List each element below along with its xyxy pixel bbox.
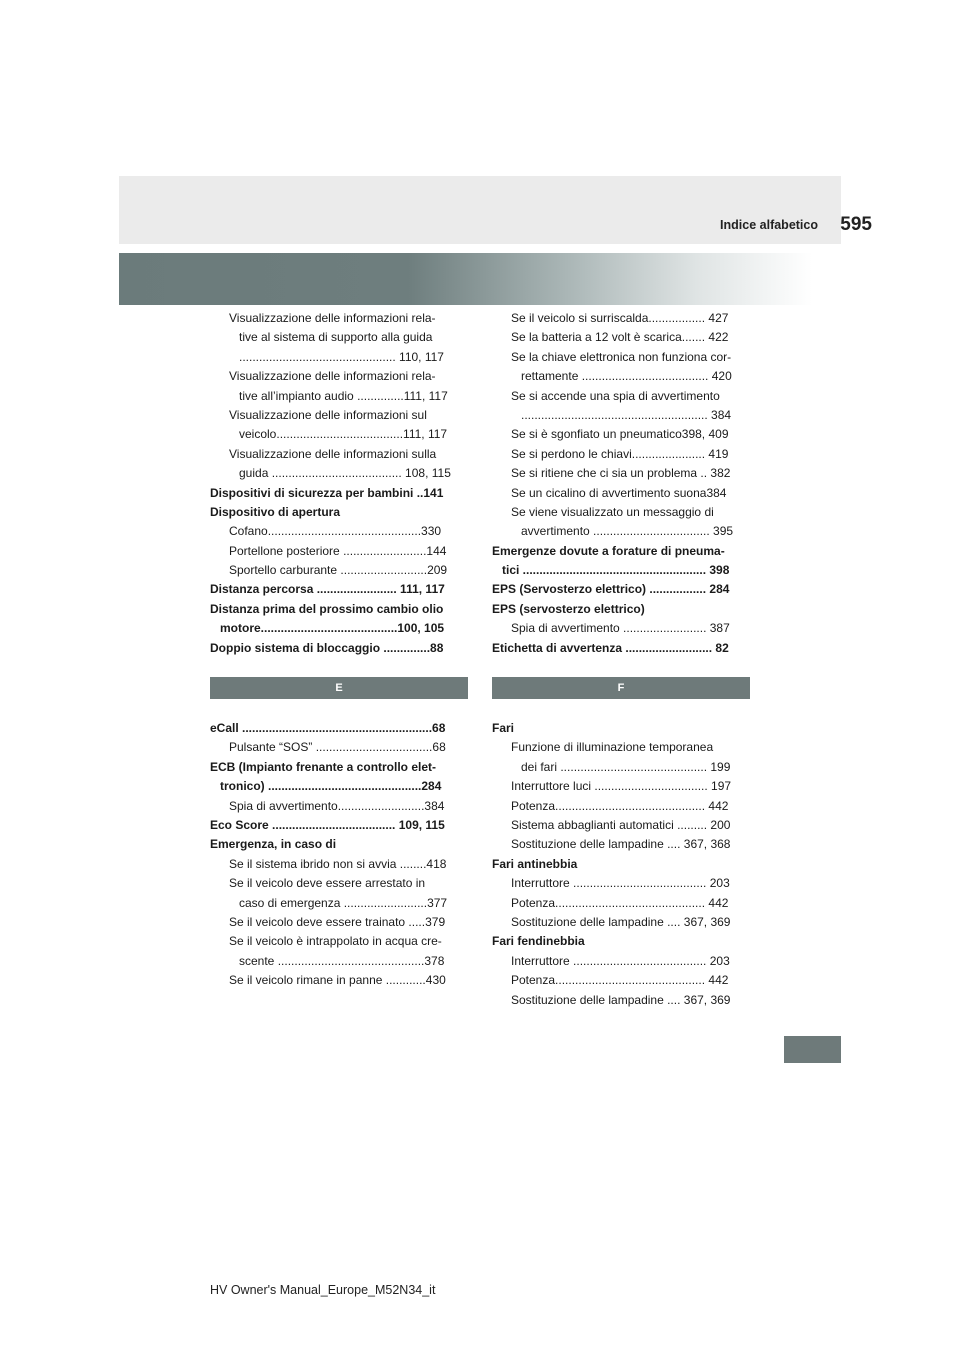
index-entry: Se il veicolo deve essere arrestato in bbox=[229, 876, 426, 891]
index-entry: Se si accende una spia di avvertimento bbox=[511, 388, 720, 403]
index-entry: Se si perdono le chiavi...................... 419 bbox=[511, 446, 729, 461]
index-entry: Se la batteria a 12 volt è scarica....... 422 bbox=[511, 330, 729, 345]
index-heading: eCall .........................................................68 bbox=[210, 721, 446, 736]
index-entry: Potenza............................................. 442 bbox=[511, 895, 729, 910]
index-entry: Interruttore ........................................ 203 bbox=[511, 953, 730, 968]
index-entry: Se il veicolo è intrappolato in acqua cre- bbox=[229, 934, 442, 949]
index-entry: Sostituzione delle lampadine .... 367, 368 bbox=[511, 837, 731, 852]
index-entry: Se il sistema ibrido non si avvia ........418 bbox=[229, 856, 447, 871]
header-box bbox=[119, 176, 841, 244]
index-entry: dei fari ............................................ 199 bbox=[521, 759, 731, 774]
index-column-right bbox=[492, 309, 750, 1010]
index-heading: Fari bbox=[492, 721, 515, 736]
index-heading: tronico) ..............................................284 bbox=[220, 779, 442, 794]
footer-manual-id: HV Owner's Manual_Europe_M52N34_it bbox=[210, 1283, 436, 1297]
index-heading: ECB (Impianto frenante a controllo elet- bbox=[210, 759, 437, 774]
index-entry: Sostituzione delle lampadine .... 367, 369 bbox=[511, 992, 731, 1007]
letter-divider-f: F bbox=[492, 677, 750, 699]
index-heading: tici ....................................................... 398 bbox=[502, 563, 730, 578]
index-entry: Visualizzazione delle informazioni rela- bbox=[229, 369, 436, 384]
index-entry: caso di emergenza .........................377 bbox=[239, 895, 448, 910]
index-heading: Etichetta di avvertenza .......................... 82 bbox=[492, 640, 729, 655]
index-entry: Spia di avvertimento..........................384 bbox=[229, 798, 445, 813]
index-entry: ............................................... 110, 117 bbox=[239, 349, 444, 364]
index-heading: motore.........................................100, 105 bbox=[220, 621, 445, 636]
index-entry: Visualizzazione delle informazioni sulla bbox=[229, 446, 437, 461]
index-heading: Eco Score ..................................... 109, 115 bbox=[210, 817, 445, 832]
index-entry: Potenza............................................. 442 bbox=[511, 973, 729, 988]
index-entry: Visualizzazione delle informazioni sul bbox=[229, 407, 427, 422]
index-entry: scente ............................................378 bbox=[239, 953, 445, 968]
index-entry: Sistema abbaglianti automatici ......... 200 bbox=[511, 817, 731, 832]
index-entry: veicolo......................................111, 117 bbox=[239, 427, 448, 442]
index-heading: Fari antinebbia bbox=[492, 856, 578, 871]
index-heading: Emergenze dovute a forature di pneuma- bbox=[492, 543, 725, 558]
index-entry: tive all’impianto audio ..............111, 117 bbox=[239, 388, 448, 403]
index-entry: Se viene visualizzato un messaggio di bbox=[511, 504, 714, 519]
index-heading: Dispositivo di apertura bbox=[210, 504, 341, 519]
index-entry: Sportello carburante ..........................209 bbox=[229, 563, 448, 578]
index-entry: Visualizzazione delle informazioni rela- bbox=[229, 311, 436, 325]
index-column-left bbox=[210, 309, 468, 991]
index-heading: Fari fendinebbia bbox=[492, 934, 585, 949]
index-entry: Se si ritiene che ci sia un problema .. 382 bbox=[511, 466, 731, 481]
index-entry: tive al sistema di supporto alla guida bbox=[239, 330, 433, 345]
index-entry: Se il veicolo deve essere trainato .....379 bbox=[229, 914, 446, 929]
index-heading: Emergenza, in caso di bbox=[210, 837, 337, 852]
index-entry: avvertimento ................................... 395 bbox=[521, 524, 734, 539]
index-entry: ........................................................ 384 bbox=[521, 407, 732, 422]
index-entry: rettamente ...................................... 420 bbox=[521, 369, 732, 384]
index-heading: Dispositivi di sicurezza per bambini ..141 bbox=[210, 485, 444, 500]
index-heading: Distanza prima del prossimo cambio olio bbox=[210, 601, 444, 616]
index-entry: Se si è sgonfiato un pneumatico398, 409 bbox=[511, 427, 729, 442]
index-entry: Funzione di illuminazione temporanea bbox=[511, 740, 714, 755]
index-entry: Spia di avvertimento ......................... 387 bbox=[511, 621, 730, 636]
index-entry: Pulsante “SOS” ...................................68 bbox=[229, 740, 446, 755]
index-heading: Doppio sistema di bloccaggio ..............88 bbox=[210, 640, 444, 655]
index-entry: guida ....................................... 108, 115 bbox=[239, 466, 451, 481]
index-entry: Se il veicolo rimane in panne ............430 bbox=[229, 973, 446, 988]
index-entry: Se il veicolo si surriscalda................. 427 bbox=[511, 311, 729, 325]
index-entry: Interruttore ........................................ 203 bbox=[511, 876, 730, 891]
index-entry: Portellone posteriore .........................144 bbox=[229, 543, 447, 558]
index-entry: Cofano..............................................330 bbox=[229, 524, 442, 539]
section-title: Indice alfabetico bbox=[720, 218, 818, 232]
index-heading: EPS (servosterzo elettrico) bbox=[492, 601, 645, 616]
index-entry: Se la chiave elettronica non funziona cor- bbox=[511, 349, 732, 364]
letter-divider-e: E bbox=[210, 677, 468, 699]
index-entry: Potenza............................................. 442 bbox=[511, 798, 729, 813]
index-entry: Se un cicalino di avvertimento suona384 bbox=[511, 485, 727, 500]
index-heading: Distanza percorsa ........................ 111, 117 bbox=[210, 582, 445, 597]
index-entry: Sostituzione delle lampadine .... 367, 369 bbox=[511, 914, 731, 929]
decorative-banner bbox=[119, 253, 841, 305]
page-number: 595 bbox=[840, 214, 872, 235]
index-entry: Interruttore luci .................................. 197 bbox=[511, 779, 732, 794]
chapter-side-tab bbox=[784, 1036, 841, 1063]
index-heading: EPS (Servosterzo elettrico) ................. 284 bbox=[492, 582, 730, 597]
